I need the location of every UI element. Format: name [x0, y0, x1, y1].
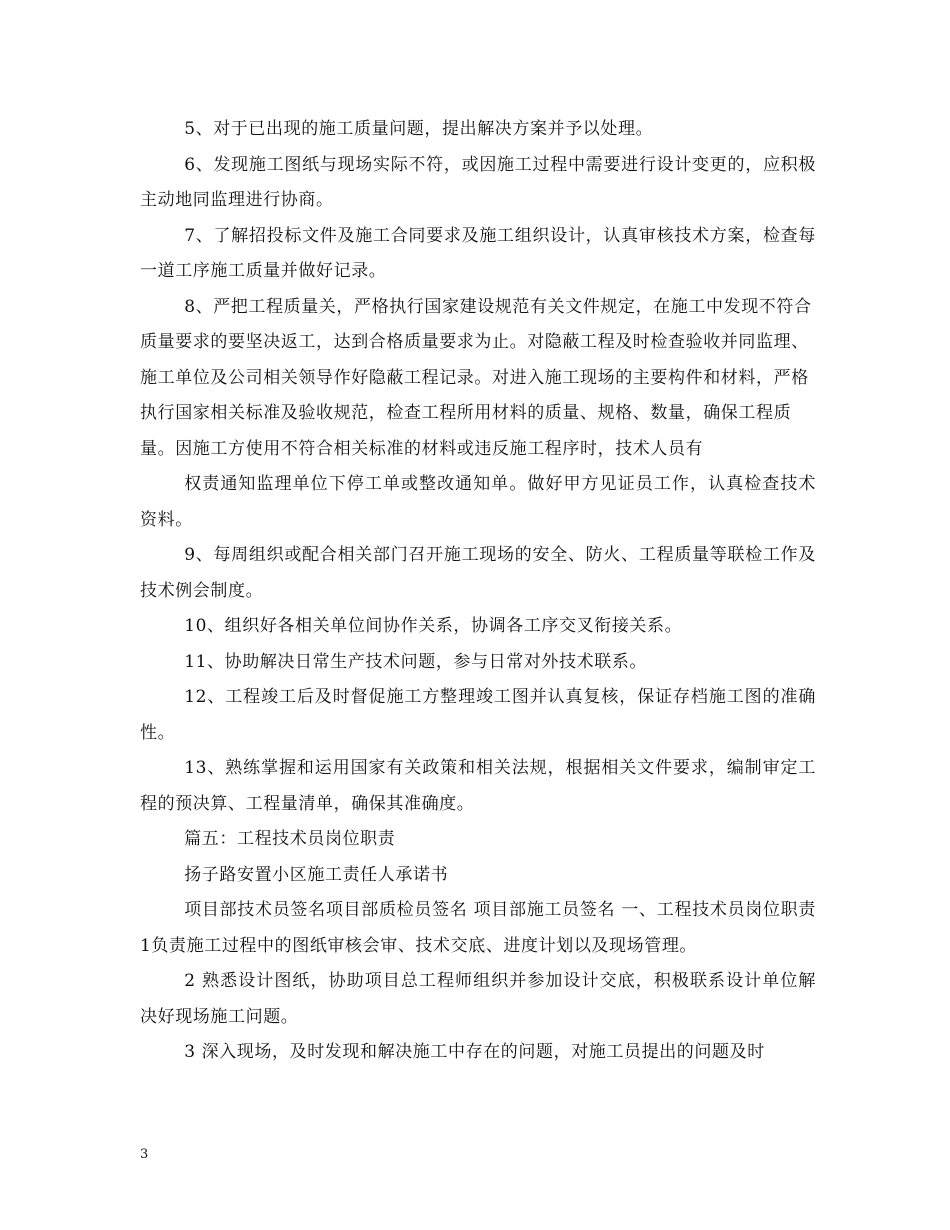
page-number: 3	[140, 1147, 149, 1162]
paragraph-item-10: 10、组织好各相关单位间协作关系，协调各工序交叉衔接关系。	[184, 616, 683, 636]
document-body	[140, 112, 816, 1071]
paragraph-item-6: 6、发现施工图纸与现场实际不符，或因施工过程中需要进行设计变更的，应积极主动地同监理进行协商。	[140, 154, 816, 210]
section-heading: 篇五：工程技术员岗位职责	[184, 829, 396, 849]
paragraph-item-7: 7、了解招投标文件及施工合同要求及施工组织设计，认真审核技术方案，检查每一道工序施工质量并做好记录。	[140, 225, 816, 281]
paragraph-item-13: 13、熟练掌握和运用国家有关政策和相关法规，根据相关文件要求，编制审定工程的预决算、工程量清单，确保其准确度。	[140, 758, 816, 814]
paragraph-item-11: 11、协助解决日常生产技术问题，参与日常对外技术联系。	[184, 651, 648, 672]
document-subtitle: 扬子路安置小区施工责任人承诺书	[184, 864, 449, 885]
signature-and-duty-paragraph: 项目部技术员签名项目部质检员签名 项目部施工员签名 一、工程技术员岗位职责 1负责施工过程中的图纸审核会审、技术交底、进度计划以及现场管理。	[140, 900, 816, 956]
paragraph-item-5: 5、对于已出现的施工质量问题，提出解决方案并予以处理。	[184, 119, 654, 139]
paragraph-item-12: 12、工程竣工后及时督促施工方整理竣工图并认真复核，保证存档施工图的准确性。	[140, 687, 816, 743]
paragraph-item-8-continued: 权责通知监理单位下停工单或整改通知单。做好甲方见证员工作，认真检查技术资料。	[140, 474, 816, 530]
paragraph-item-8: 8、严把工程质量关，严格执行国家建设规范有关文件规定，在施工中发现不符合质量要求的要坚决返工，达到合格质量要求为止。对隐蔽工程及时检查验收并同监理、施工单位及公司相关领导作好隐蔽工程记录。对进入施工现场的主要构件和材料，严格执行国家相关标准及验收规范，检查工程所用材料的质量、规格、数量，确保工程质量。因施工方使用不符合相关标准的材料或违反施工程序时，技术人员有	[140, 296, 812, 459]
duty-item-2: 2 熟悉设计图纸，协助项目总工程师组织并参加设计交底，积极联系设计单位解决好现场施工问题。	[140, 971, 816, 1027]
duty-item-3: 3 深入现场，及时发现和解决施工中存在的问题，对施工员提出的问题及时	[184, 1042, 765, 1062]
paragraph-item-9: 9、每周组织或配合相关部门召开施工现场的安全、防火、工程质量等联检工作及技术例会制度。	[140, 545, 816, 601]
